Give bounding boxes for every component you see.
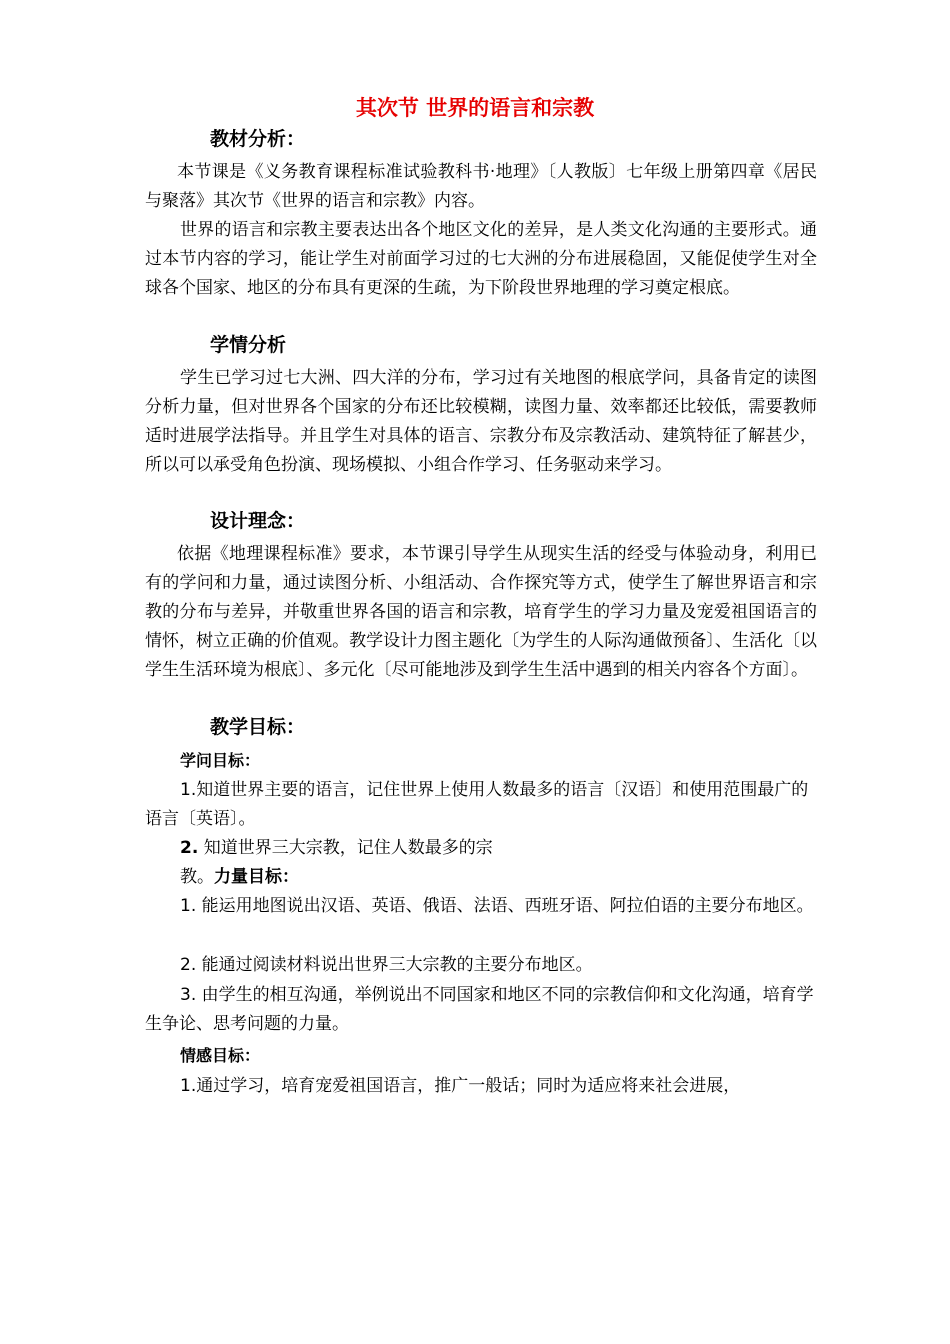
page-title: 其次节 世界的语言和宗教 [355,96,595,120]
ability-goal-1: 1. 能运用地图说出汉语、英语、俄语、法语、西班牙语、阿拉伯语的主要分布地区。 [180,896,814,916]
ability-goal-2: 2. 能通过阅读材料说出世界三大宗教的主要分布地区。 [180,955,593,975]
knowledge-goal-2 [145,834,817,863]
heading-teaching-goals: 教学目标： [210,716,306,738]
heading-emotion-goals: 情感目标： [180,1046,261,1065]
heading-material-analysis: 教材分析： [210,128,306,150]
heading-ability-goals: 力量目标： [214,867,299,887]
heading-student-analysis: 学情分析 [210,334,287,356]
knowledge-goal-2-number: 2. [180,838,199,858]
material-paragraph-1: 本节课是《义务教育课程标准试验教科书·地理》〔人教版〕七年级上册第四章《居民与聚落》其次节《世界的语言和宗教》内容。 [145,162,817,211]
heading-design-concept: 设计理念： [210,510,306,532]
student-paragraph: 学生已学习过七大洲、四大洋的分布，学习过有关地图的根底学问，具备肯定的读图分析力量，但对世界各个国家的分布还比较模糊，读图力量、效率都还比较低，需要教师适时进展学法指导。并且学生对具体的语言、宗教分布及宗教活动、建筑特征了解甚少，所以可以承受角色扮演、现场模拟、小组合作学习、任务驱动来学习。 [145,368,817,475]
emotion-goal-1: 1.通过学习，培育宠爱祖国语言，推广一般话；同时为适应将来社会进展， [180,1076,741,1096]
knowledge-goal-2-text: 知道世界三大宗教，记住人数最多的宗 [198,838,493,858]
heading-knowledge-goals: 学问目标： [180,751,261,770]
knowledge-goal-1: 1.知道世界主要的语言，记住世界上使用人数最多的语言〔汉语〕和使用范围最广的语言〔英语〕。 [145,780,809,829]
material-paragraph-2: 世界的语言和宗教主要表达出各个地区文化的差异，是人类文化沟通的主要形式。通过本节内容的学习，能让学生对前面学习过的七大洲的分布进展稳固，又能促使学生对全球各个国家、地区的分布具有更深的生疏，为下阶段世界地理的学习奠定根底。 [145,220,817,298]
knowledge-goal-2-continued [145,863,817,892]
knowledge-goal-2-continuation: 教。 [180,867,214,887]
design-paragraph: 依据《地理课程标准》要求，本节课引导学生从现实生活的经受与体验动身，利用已有的学问和力量，通过读图分析、小组活动、合作探究等方式，使学生了解世界语言和宗教的分布与差异，并敬重世界各国的语言和宗教，培育学生的学习力量及宠爱祖国语言的情怀，树立正确的价值观。教学设计力图主题化〔为学生的人际沟通做预备〕、生活化〔以学生生活环境为根底〕、多元化〔尽可能地涉及到学生生活中遇到的相关内容各个方面〕。 [145,544,817,680]
ability-goal-3: 3. 由学生的相互沟通，举例说出不同国家和地区不同的宗教信仰和文化沟通，培育学生争论、思考问题的力量。 [145,985,814,1034]
